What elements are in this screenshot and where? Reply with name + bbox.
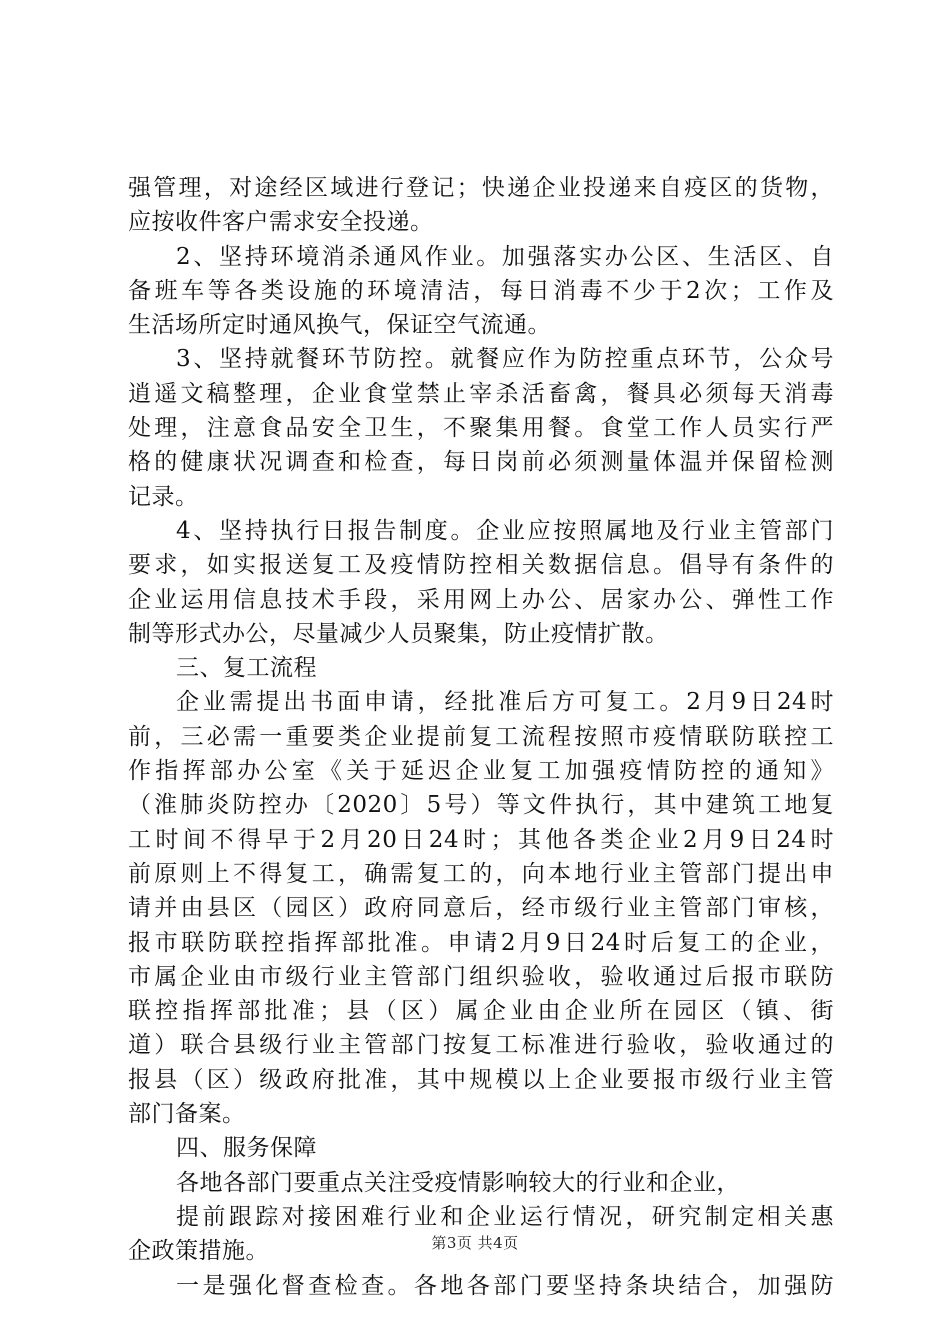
text-line: 企政策措施。 bbox=[128, 1238, 269, 1265]
text-line: 要求，如实报送复工及疫情防控相关数据信息。倡导有条件的 bbox=[128, 552, 834, 579]
text-line: 请并由县区（园区）政府同意后，经市级行业主管部门审核， bbox=[128, 895, 834, 922]
text-line: 2、坚持环境消杀通风作业。加强落实办公区、生活区、自 bbox=[176, 243, 834, 270]
text-line: 作指挥部办公室《关于延迟企业复工加强疫情防控的通知》 bbox=[128, 758, 834, 785]
text-line: 应按收件客户需求安全投递。 bbox=[128, 209, 434, 236]
text-line: 记录。 bbox=[128, 483, 199, 510]
text-line: 报市联防联控指挥部批准。申请2月9日24时后复工的企业， bbox=[128, 929, 834, 956]
text-line: 联控指挥部批准；县（区）属企业由企业所在园区（镇、街 bbox=[128, 998, 834, 1025]
text-line: 四、服务保障 bbox=[176, 1135, 317, 1162]
text-line: 一是强化督查检查。各地各部门要坚持条块结合，加强防 bbox=[176, 1272, 834, 1299]
text-line: 报县（区）级政府批准，其中规模以上企业要报市级行业主管 bbox=[128, 1066, 834, 1093]
text-line: 市属企业由市级行业主管部门组织验收，验收通过后报市联防 bbox=[128, 963, 834, 990]
text-line: 前，三必需一重要类企业提前复工流程按照市疫情联防联控工 bbox=[128, 723, 834, 750]
text-line: 企业需提出书面申请，经批准后方可复工。2月9日24时 bbox=[176, 689, 834, 716]
text-line: 部门备案。 bbox=[128, 1101, 246, 1128]
text-line: 制等形式办公，尽量减少人员聚集，防止疫情扩散。 bbox=[128, 620, 669, 647]
text-line: 各地各部门要重点关注受疫情影响较大的行业和企业， bbox=[176, 1169, 740, 1196]
text-line: 道）联合县级行业主管部门按复工标准进行验收，验收通过的 bbox=[128, 1032, 834, 1059]
text-line: 提前跟踪对接困难行业和企业运行情况，研究制定相关惠 bbox=[176, 1203, 834, 1230]
text-line: 工时间不得早于2月20日24时；其他各类企业2月9日24时 bbox=[128, 826, 834, 853]
text-line: 企业运用信息技术手段，采用网上办公、居家办公、弹性工作 bbox=[128, 586, 834, 613]
text-line: 备班车等各类设施的环境清洁，每日消毒不少于2次；工作及 bbox=[128, 277, 834, 304]
text-line: 三、复工流程 bbox=[176, 655, 317, 682]
text-line: 4、坚持执行日报告制度。企业应按照属地及行业主管部门 bbox=[176, 517, 834, 544]
text-line: 前原则上不得复工，确需复工的，向本地行业主管部门提出申 bbox=[128, 860, 834, 887]
text-line: 3、坚持就餐环节防控。就餐应作为防控重点环节，公众号 bbox=[176, 346, 834, 373]
text-line: 强管理，对途经区域进行登记；快递企业投递来自疫区的货物， bbox=[128, 175, 834, 201]
text-line: （淮肺炎防控办〔2020〕5号）等文件执行，其中建筑工地复 bbox=[128, 792, 834, 819]
document-body bbox=[128, 171, 834, 1303]
text-line: 生活场所定时通风换气，保证空气流通。 bbox=[128, 312, 551, 339]
page-footer: 第3页 共4页 bbox=[431, 1234, 519, 1252]
text-line: 逍遥文稿整理，企业食堂禁止宰杀活畜禽，餐具必须每天消毒 bbox=[128, 380, 834, 407]
text-line: 处理，注意食品安全卫生，不聚集用餐。食堂工作人员实行严 bbox=[128, 415, 834, 442]
text-line: 格的健康状况调查和检查，每日岗前必须测量体温并保留检测 bbox=[128, 449, 834, 476]
